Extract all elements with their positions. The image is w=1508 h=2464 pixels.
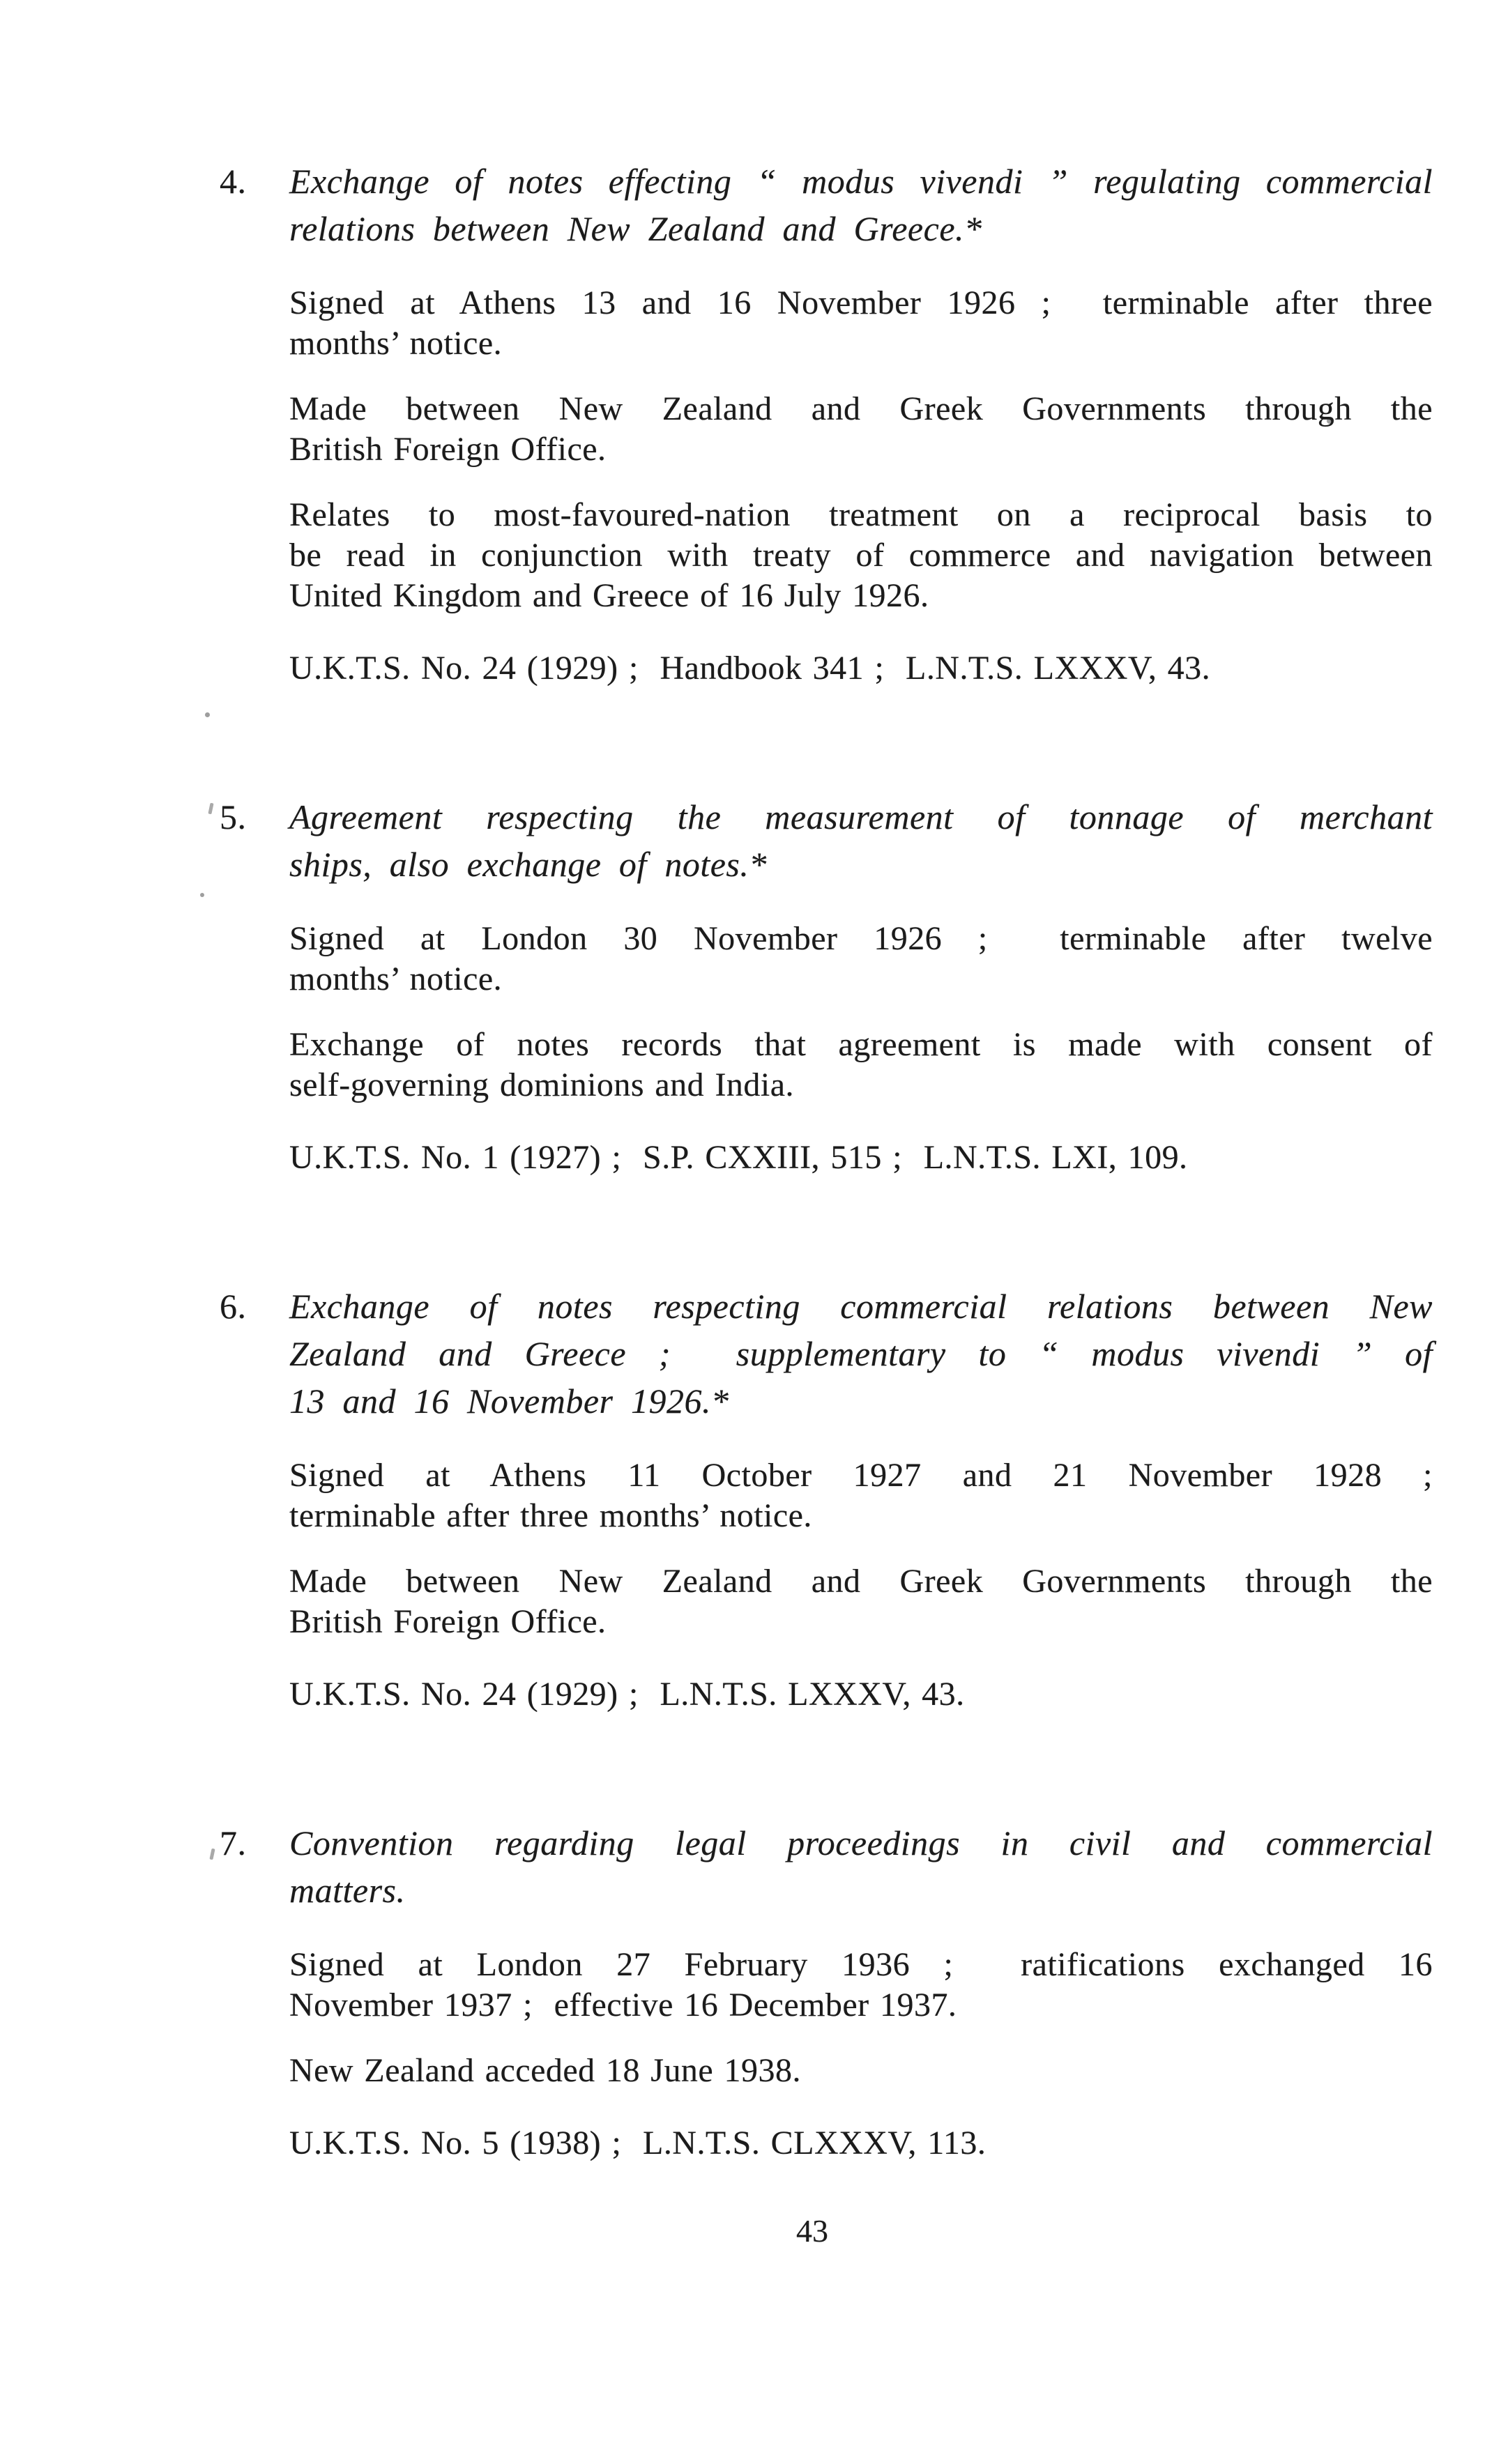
references (289, 648, 1433, 689)
treaty-entry-4 (220, 158, 1433, 689)
paragraph-line: terminable after three months’ notice. (289, 1497, 812, 1534)
paragraph-line: November 1937 ; effective 16 December 1937. (289, 1987, 957, 2023)
references-line: U.K.T.S. No. 24 (1929) ; Handbook 341 ; L.N.T.S. LXXXV, 43. (289, 650, 1211, 687)
heading-line: Convention regarding legal proceedings in civil and commercial (289, 1823, 1433, 1862)
paragraph (289, 283, 1433, 364)
heading-line: Agreement respecting the measurement of tonnage of merchant (289, 797, 1433, 836)
entry-heading (220, 158, 1433, 252)
references (289, 1138, 1433, 1178)
entry-number: 6. (220, 1287, 247, 1326)
paragraph-line: British Foreign Office. (289, 431, 607, 468)
paragraph-line: United Kingdom and Greece of 16 July 1926. (289, 577, 929, 614)
paragraph-line: New Zealand acceded 18 June 1938. (289, 2052, 801, 2089)
paragraph (289, 389, 1433, 470)
treaty-entry-7 (220, 1819, 1433, 2164)
paragraph-line: months’ notice. (289, 961, 503, 997)
heading-line: 13 and 16 November 1926.* (289, 1382, 729, 1421)
entry-number: 4. (220, 162, 247, 201)
paragraph-line: self-governing dominions and India. (289, 1066, 794, 1103)
paragraph (289, 1561, 1433, 1642)
scan-speck (1327, 418, 1333, 424)
treaty-entry-6 (220, 1283, 1433, 1715)
entry-number: 7. (220, 1823, 247, 1862)
paragraph (289, 919, 1433, 1000)
heading-line: relations between New Zealand and Greece.* (289, 209, 982, 248)
paragraph-line: be read in conjunction with treaty of commerce and navigation between (289, 537, 1433, 574)
paragraph-line: Signed at Athens 13 and 16 November 1926 ; terminable after three (289, 284, 1433, 321)
entry-heading (220, 1283, 1433, 1425)
heading-line: Exchange of notes respecting commercial relations between New (289, 1287, 1433, 1326)
paragraph-line: Signed at Athens 11 October 1927 and 21 November 1928 ; (289, 1457, 1433, 1494)
references-line: U.K.T.S. No. 5 (1938) ; L.N.T.S. CLXXXV, 113. (289, 2125, 987, 2161)
paragraph (289, 1455, 1433, 1536)
page-number: 43 (796, 2213, 828, 2249)
references-line: U.K.T.S. No. 24 (1929) ; L.N.T.S. LXXXV, 43. (289, 1676, 965, 1713)
paragraph (289, 495, 1433, 616)
heading-line: Zealand and Greece ; supplementary to “ modus vivendi ” of (289, 1334, 1433, 1373)
paragraph-line: British Foreign Office. (289, 1603, 607, 1640)
heading-line: Exchange of notes effecting “ modus vivendi ” regulating commercial (289, 162, 1433, 201)
text-column (220, 0, 1433, 2164)
entry-heading (220, 793, 1433, 888)
references (289, 2123, 1433, 2164)
heading-line: ships, also exchange of notes.* (289, 845, 767, 884)
paragraph-line: Signed at London 30 November 1926 ; terminable after twelve (289, 920, 1433, 957)
scan-speck (205, 712, 210, 717)
paragraph-line: Signed at London 27 February 1936 ; ratifications exchanged 16 (289, 1946, 1433, 1983)
paragraph-line: Exchange of notes records that agreement is made with consent of (289, 1026, 1433, 1063)
entry-heading (220, 1819, 1433, 1914)
paragraph-line: Made between New Zealand and Greek Governments through the (289, 390, 1433, 427)
references-line: U.K.T.S. No. 1 (1927) ; S.P. CXXIII, 515 ; L.N.T.S. LXI, 109. (289, 1139, 1188, 1176)
paragraph-line: months’ notice. (289, 325, 503, 362)
entry-number: 5. (220, 797, 247, 836)
paragraph-line: Made between New Zealand and Greek Governments through the (289, 1563, 1433, 1600)
references (289, 1674, 1433, 1715)
paragraph (289, 1025, 1433, 1105)
paragraph (289, 2051, 1433, 2091)
paragraph (289, 1945, 1433, 2026)
scan-speck (200, 893, 204, 897)
treaty-entry-5 (220, 793, 1433, 1178)
scan-tick (209, 1849, 215, 1860)
paragraph-line: Relates to most-favoured-nation treatment on a reciprocal basis to (289, 496, 1433, 533)
scan-tick (208, 803, 213, 815)
heading-line: matters. (289, 1871, 406, 1910)
